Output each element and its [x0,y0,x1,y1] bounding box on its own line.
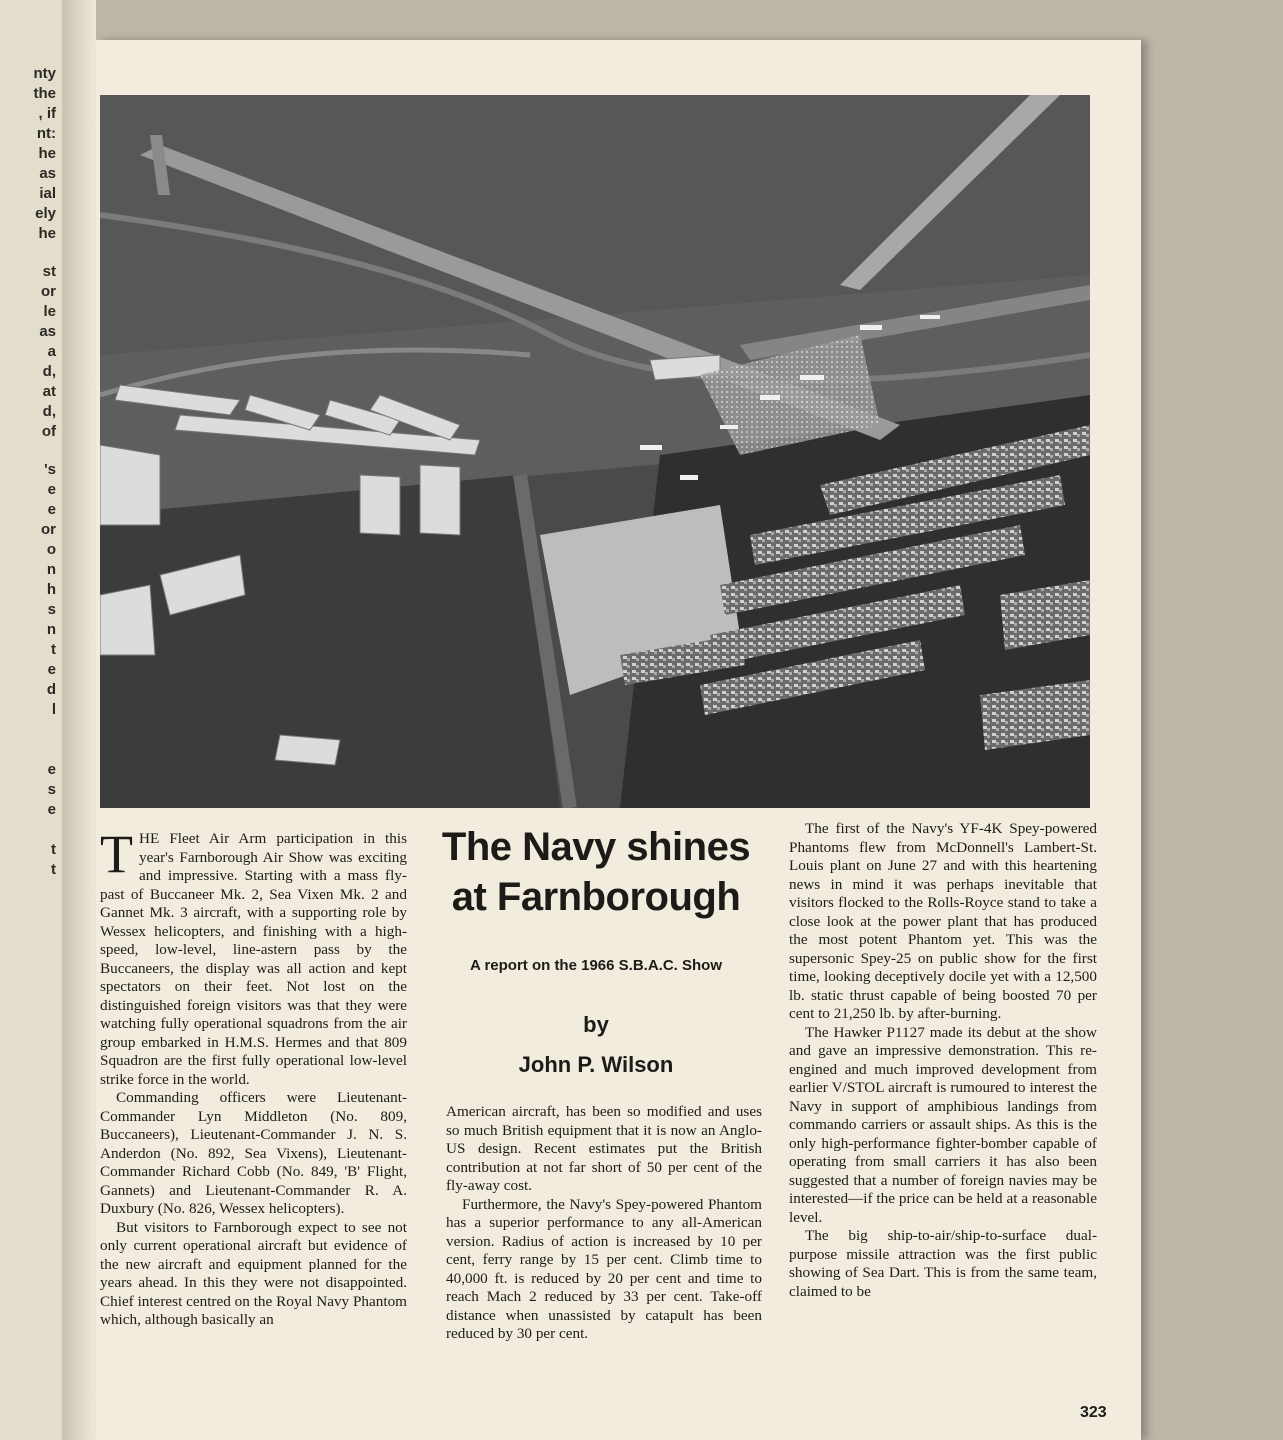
article-column-1 [100,824,407,1330]
facing-page-fragment: e [47,661,56,678]
byline-author: John P. Wilson [518,1052,674,1077]
facing-page-fragment: t [51,841,56,858]
facing-page-fragment: as [39,165,56,182]
facing-page-fragment: he [38,225,56,242]
facing-page-fragment: n [46,621,56,638]
col3-para-2: The Hawker P1127 made its debut at the show and gave an impressive demonstration. This re-engined and much improved development from earlier V/STOL aircraft is rumoured to interest the Navy in support of amphibious landings from commando carriers or assault ships. As this is the only high-performance fighter-bomber capable of operating from small carriers it has also been suggested that a number of foreign navies may be interested—if the price can be held at a reasonable level. [789,1023,1097,1226]
headline-line-1: The Navy shines [441,825,751,869]
byline-by: by [583,1012,609,1037]
facing-page-fragment: t [51,641,56,658]
facing-page-fragment: nty [33,65,56,82]
facing-page-fragment: t [51,861,56,878]
facing-page-fragment: ial [39,185,56,202]
article-column-2 [446,1103,762,1344]
col2-para-1: American aircraft, has been so modified and uses so much British equipment that it is now an Anglo-US design. Recent estimates put the British contribution at not far short of 50 per cent of the fly-away cost. [446,1103,762,1194]
facing-page-fragment: d [46,681,56,698]
facing-page-fragment: the [33,85,56,102]
facing-page-fragment: or [41,283,56,300]
facing-page-fragment: 's [44,461,56,478]
aerial-photo-farnborough-airfield-icon [100,95,1090,808]
drop-cap: T [100,824,133,884]
facing-page-fragment: he [38,145,56,162]
facing-page-fragment: o [46,541,56,558]
facing-page-fragment: as [39,323,56,340]
facing-page-fragment: n [46,561,56,578]
col3-para-1: The first of the Navy's YF-4K Spey-powered Phantoms flew from McDonnell's Lambert-St. Louis plant on June 27 and with this heartening news in mind it was perhaps inevitable that visitors flocked to the Rolls-Royce stand to take a close look at the power plant that has produced the most potent Phantom yet. This was the supersonic Spey-25 on public show for the first time, looking deceptively docile yet with a 12,500 lb. static thrust capable of being boosted 70 per cent to 21,250 lb. by after-burning. [789,820,1097,1022]
article-headline [428,822,764,922]
facing-page-fragment: h [46,581,56,598]
facing-page-fragment: , if [38,105,56,122]
facing-page-fragment: of [41,423,56,440]
facing-page-fragment: a [47,343,56,360]
book-gutter [62,0,96,1440]
facing-page-fragment: st [42,263,56,280]
facing-page-fragment: e [47,801,56,818]
facing-page-fragment: e [47,501,56,518]
col1-para-2: Commanding officers were Lieutenant-Commander Lyn Middleton (No. 809, Buccaneers), Lieutenant-Commander J. N. S. Anderdon (No. 892, Sea Vixens), Lieutenant-Commander Richard Cobb (No. 849, 'B' Flight, Gannets) and Lieutenant-Commander R. A. Duxbury (No. 826, Wessex helicopters). [100,1089,407,1217]
facing-page-fragment: l [51,701,56,718]
facing-page-fragment: e [47,761,56,778]
article-subtitle: A report on the 1966 S.B.A.C. Show [470,957,722,974]
col1-para-1: HE Fleet Air Arm participation in this year's Farnborough Air Show was exciting and impressive. Starting with a mass fly-past of Buccaneer Mk. 2, Sea Vixen Mk. 2 and Gannet Mk. 3 aircraft, with a supporting role by Wessex helicopters, and finishing with a high-speed, low-level, line-astern pass by the Buccaneers, the display was all action and kept spectators on their feet. Not lost on the distinguished foreign visitors was that they were watching fully operational squadrons from the air group embarked in H.M.S. Hermes and that 809 Squadron are the first fully operational low-level strike force in the world. [100,830,407,1088]
col2-para-2: Furthermore, the Navy's Spey-powered Phantom has a superior performance to any all-American version. Radius of action is increased by 10 per cent, ferry range by 15 per cent. Climb time to 40,000 ft. is reduced by 20 per cent and time to reach Mach 2 reduced by 33 per cent. Take-off distance when unassisted by catapult has been reduced by 30 per cent. [446,1195,762,1342]
facing-page-fragment: at [42,383,56,400]
facing-page-fragment: e [47,481,56,498]
col1-para-3: But visitors to Farnborough expect to see not only current operational aircraft but evidence of the new aircraft and equipment planned for the years ahead. In this they were not disappointed. Chief interest centred on the Royal Navy Phantom which, although basically an [100,1218,407,1328]
facing-page-fragment: ely [35,205,56,222]
col3-para-3: The big ship-to-air/ship-to-surface dual-purpose missile attraction was the first public showing of Sea Dart. This is from the same team, claimed to be [789,1227,1097,1300]
facing-page-edge [0,0,64,1440]
facing-page-fragment: d, [42,363,56,380]
facing-page-fragment: d, [42,403,56,420]
headline-line-2: at Farnborough [451,875,741,919]
facing-page-fragment: s [47,601,56,618]
facing-page-fragment: nt: [36,125,56,142]
aerial-photo [100,95,1090,808]
page-number: 323 [1080,1404,1107,1421]
article-column-3 [789,820,1097,1301]
facing-page-fragment: le [43,303,56,320]
facing-page-fragment: s [47,781,56,798]
facing-page-fragment: or [41,521,56,538]
